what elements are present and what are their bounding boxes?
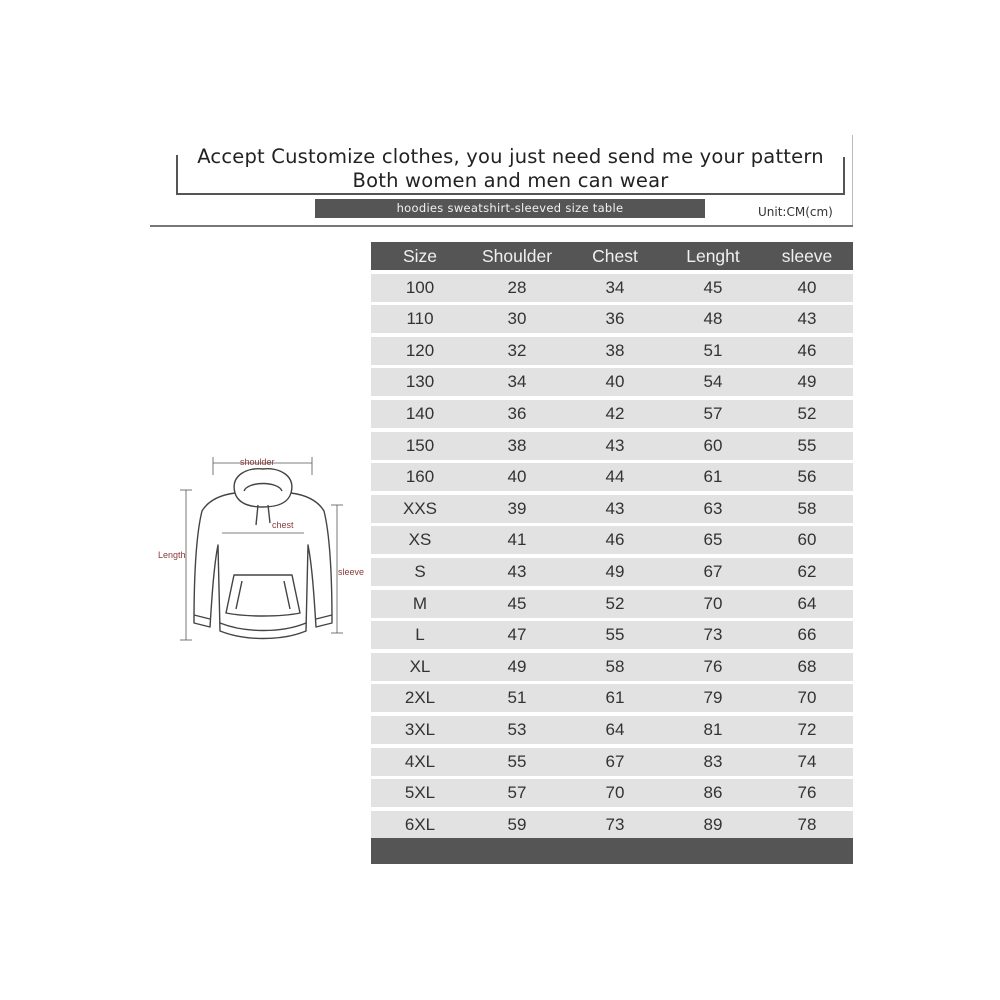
- table-cell-chest: 46: [605, 530, 625, 550]
- table-cell-sleeve: 72: [797, 719, 817, 739]
- table-cell-chest: 55: [605, 625, 625, 645]
- table-cell-size: L: [415, 625, 425, 645]
- table-cell-length: 83: [703, 751, 723, 771]
- table-cell-shoulder: 28: [507, 277, 527, 297]
- table-cell-length: 79: [703, 688, 723, 708]
- table-cell-length: 45: [703, 277, 723, 297]
- hoodie-measurement-diagram: [150, 445, 375, 655]
- table-cell-chest: 70: [605, 783, 625, 803]
- table-cell-length: 48: [703, 309, 723, 329]
- table-cell-length: 70: [703, 593, 723, 613]
- column-header-shoulder: Shoulder: [481, 246, 553, 266]
- table-cell-chest: 61: [605, 688, 625, 708]
- table-cell-shoulder: 57: [507, 783, 527, 803]
- header-bracket-bottom: [176, 193, 845, 195]
- table-footer-bar: [371, 838, 853, 864]
- table-cell-chest: 49: [605, 561, 625, 581]
- table-cell-length: 60: [703, 435, 723, 455]
- table-cell-sleeve: 78: [797, 814, 817, 834]
- table-cell-sleeve: 58: [797, 498, 817, 518]
- table-cell-chest: 52: [605, 593, 625, 613]
- table-cell-chest: 58: [605, 656, 625, 676]
- column-header-length: Lenght: [686, 246, 740, 266]
- table-cell-chest: 43: [605, 435, 625, 455]
- table-cell-shoulder: 38: [507, 435, 527, 455]
- table-cell-shoulder: 53: [507, 719, 527, 739]
- table-row: [371, 621, 853, 649]
- table-row: [371, 684, 853, 712]
- table-cell-length: 61: [703, 467, 723, 487]
- table-cell-shoulder: 55: [507, 751, 527, 771]
- table-cell-sleeve: 76: [797, 783, 817, 803]
- table-cell-size: XS: [408, 530, 432, 550]
- table-cell-length: 65: [703, 530, 723, 550]
- diagram-label-length: Length: [158, 550, 186, 560]
- table-cell-chest: 40: [605, 372, 625, 392]
- table-row: [371, 748, 853, 776]
- headline-customize: Accept Customize clothes, you just need send me your pattern: [197, 145, 824, 168]
- table-cell-chest: 38: [605, 340, 625, 360]
- table-cell-chest: 73: [605, 814, 625, 834]
- diagram-label-chest: chest: [272, 520, 294, 530]
- table-cell-length: 51: [703, 340, 723, 360]
- table-cell-shoulder: 40: [507, 467, 527, 487]
- table-cell-chest: 42: [605, 403, 625, 423]
- table-cell-shoulder: 59: [507, 814, 527, 834]
- table-row: [371, 368, 853, 396]
- table-cell-size: S: [414, 561, 426, 581]
- size-table: [371, 242, 853, 842]
- unit-label: Unit:CM(cm): [758, 205, 833, 219]
- table-row: [371, 716, 853, 744]
- table-row: [371, 305, 853, 333]
- table-cell-size: 2XL: [404, 688, 436, 708]
- table-cell-sleeve: 74: [797, 751, 817, 771]
- table-row: [371, 558, 853, 586]
- table-cell-length: 73: [703, 625, 723, 645]
- table-cell-size: 100: [405, 277, 435, 297]
- table-cell-size: 3XL: [404, 719, 436, 739]
- diagram-label-sleeve: sleeve: [338, 567, 365, 577]
- table-cell-shoulder: 49: [507, 656, 527, 676]
- table-row: [371, 432, 853, 460]
- table-cell-shoulder: 36: [507, 403, 527, 423]
- table-cell-size: 160: [405, 467, 435, 487]
- table-cell-length: 81: [703, 719, 723, 739]
- table-cell-chest: 44: [605, 467, 625, 487]
- table-cell-shoulder: 34: [507, 372, 527, 392]
- table-row: [371, 400, 853, 428]
- table-row: [371, 653, 853, 681]
- table-row: [371, 463, 853, 491]
- table-cell-chest: 64: [605, 719, 625, 739]
- table-cell-chest: 36: [605, 309, 625, 329]
- table-cell-length: 57: [703, 403, 723, 423]
- table-cell-sleeve: 60: [797, 530, 817, 550]
- table-row: [371, 274, 853, 302]
- table-cell-size: 5XL: [404, 783, 436, 803]
- table-cell-size: XL: [409, 656, 431, 676]
- column-header-sleeve: sleeve: [781, 246, 833, 266]
- table-cell-size: 6XL: [404, 814, 436, 834]
- table-cell-size: 4XL: [404, 751, 436, 771]
- table-cell-shoulder: 30: [507, 309, 527, 329]
- table-cell-shoulder: 43: [507, 561, 527, 581]
- table-cell-sleeve: 62: [797, 561, 817, 581]
- table-cell-size: M: [412, 593, 428, 613]
- table-cell-length: 67: [703, 561, 723, 581]
- table-cell-sleeve: 46: [797, 340, 817, 360]
- table-cell-shoulder: 47: [507, 625, 527, 645]
- table-cell-size: 110: [406, 309, 434, 329]
- table-row: [371, 779, 853, 807]
- header-right-rule: [852, 135, 853, 225]
- table-body: [371, 274, 853, 839]
- table-cell-shoulder: 39: [507, 498, 527, 518]
- column-header-size: Size: [402, 246, 438, 266]
- headline-unisex: Both women and men can wear: [352, 169, 669, 192]
- table-cell-length: 54: [703, 372, 723, 392]
- table-cell-sleeve: 43: [797, 309, 817, 329]
- diagram-label-shoulder: shoulder: [240, 457, 275, 467]
- table-cell-length: 76: [703, 656, 723, 676]
- table-cell-size: 150: [405, 435, 435, 455]
- table-cell-length: 86: [703, 783, 723, 803]
- table-cell-sleeve: 68: [797, 656, 817, 676]
- table-cell-sleeve: 56: [797, 467, 817, 487]
- table-row: [371, 526, 853, 554]
- table-cell-sleeve: 40: [797, 277, 817, 297]
- table-row: [371, 337, 853, 365]
- table-cell-length: 89: [703, 814, 723, 834]
- table-cell-sleeve: 66: [797, 625, 817, 645]
- table-cell-size: 120: [405, 340, 435, 360]
- column-header-chest: Chest: [592, 246, 638, 266]
- table-cell-sleeve: 52: [797, 403, 817, 423]
- table-cell-shoulder: 45: [507, 593, 527, 613]
- table-cell-chest: 34: [605, 277, 625, 297]
- table-row: [371, 811, 853, 839]
- table-cell-sleeve: 64: [797, 593, 817, 613]
- header-divider: [150, 225, 853, 227]
- table-cell-size: 140: [405, 403, 435, 423]
- table-row: [371, 495, 853, 523]
- table-row: [371, 590, 853, 618]
- table-cell-shoulder: 41: [507, 530, 527, 550]
- table-cell-chest: 43: [605, 498, 625, 518]
- table-cell-shoulder: 32: [507, 340, 527, 360]
- table-cell-size: 130: [405, 372, 435, 392]
- hoodie-icon: [194, 469, 332, 639]
- table-cell-sleeve: 55: [797, 435, 817, 455]
- table-header-row: [371, 242, 853, 270]
- table-cell-chest: 67: [605, 751, 625, 771]
- table-cell-size: XXS: [402, 498, 438, 518]
- table-cell-sleeve: 49: [797, 372, 817, 392]
- table-cell-length: 63: [703, 498, 723, 518]
- size-table-banner: hoodies sweatshirt-sleeved size table: [315, 199, 705, 218]
- table-cell-sleeve: 70: [797, 688, 817, 708]
- table-cell-shoulder: 51: [507, 688, 527, 708]
